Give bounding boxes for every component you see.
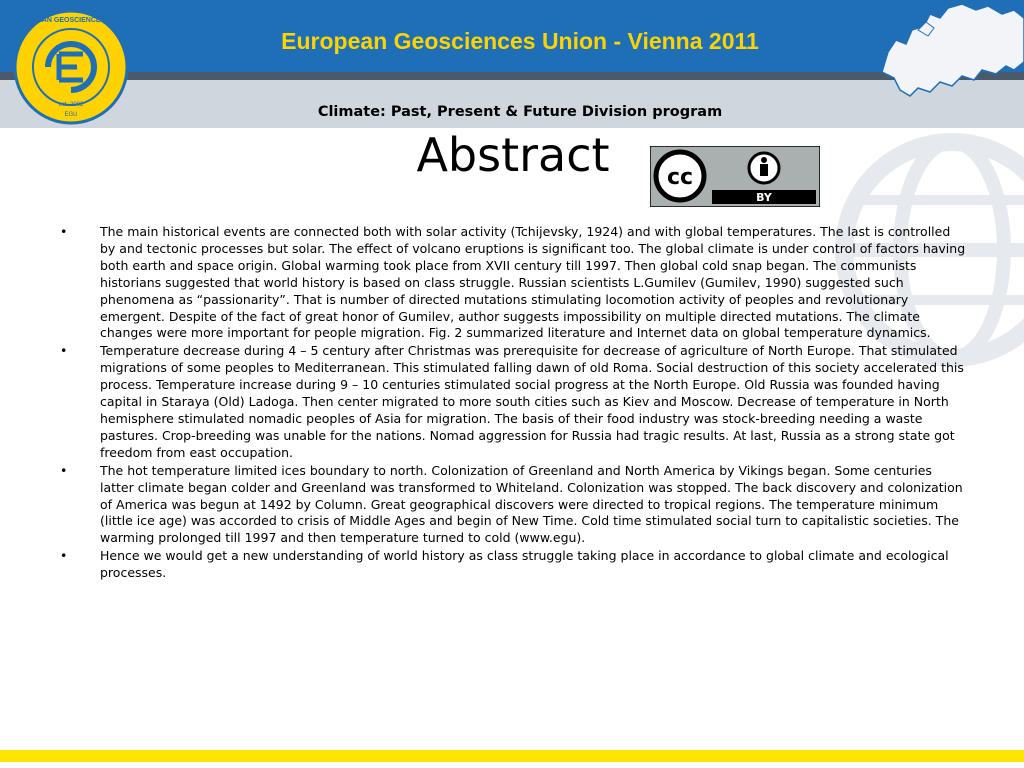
bullet-item [60,224,966,342]
conference-title: European Geosciences Union - Vienna 2011 [281,28,759,54]
bullet-text: Temperature decrease during 4 – 5 century after Christmas was prerequisite for decrease of agriculture of North Europe. That stimulated migrations of some peoples to Mediterranean. This stimulated falling dawn of old Roma. Social destruction of this society accelerated this process. Temperature increase during 9 – 10 centuries stimulated social progress at the North Europe. Old Russia was founded having capital in Staraya (Old) Ladoga. Then center migrated to more south cities such as Kiev and Moscow. Decrease of temperature in North hemisphere stimulated nomadic peoples of Asia for migration. The basis of their food industry was stock-breeding needing a waste pastures. Crop-breeding was unable for the nations. Nomad aggression for Russia had tragic results. At last, Russia as a strong state got freedom from east occupation. [100,343,964,460]
attribution-icon [761,157,767,163]
cc-by-license-badge [650,146,820,207]
cc-icon: cc [666,165,694,190]
division-subtitle: Climate: Past, Present & Future Division program [317,104,723,120]
logo-center-text: EGU [64,112,78,118]
abstract-content [60,224,966,583]
footer-bar [0,750,1024,762]
header-divider [0,72,1024,80]
logo-est-text: est. 2002 [58,102,84,108]
bullet-item [60,463,966,548]
bullet-text: Hence we would get a new understanding of world history as class struggle taking place in accordance to global climate and ecological processes. [100,548,949,581]
logo-ring-text: EUROPEAN GEOSCIENCES UNION [12,17,130,24]
bullet-marker: • [60,548,68,564]
bullet-text: The hot temperature limited ices boundary to north. Colonization of Greenland and North America by Vikings began. Some centuries latter climate began colder and Greenland was transformed to Whiteland. Colonization was stopped. The back discovery and colonization of America was begun at 1492 by Column. Great geographical discovers were directed to tropical regions. The temperature minimum (little ice age) was accorded to crisis of Middle Ages and begin of New Time. Cold time stimulated social turn to capitalistic societies. The warming prolonged till 1997 and then temperature turned to cold (www.egu). [100,462,963,546]
by-label: BY [756,191,772,204]
europe-map-icon [878,0,1024,104]
bullet-item [60,343,966,461]
egu-logo [12,8,130,126]
page-title: Abstract [416,128,610,182]
bullet-marker: • [60,462,68,478]
bullet-marker: • [60,224,68,239]
bullet-marker: • [60,343,68,359]
bullet-item [60,548,966,582]
bullet-text: The main historical events are connected both with solar activity (Tchijevsky, 1924) and with global temperatures. The last is controlled by and tectonic processes but solar. The effect of volcano eruptions is significant too. The global climate is under control of factors having both earth and space origin. Global warming took place from XVII century till 1997. Then global cold snap began. The communists historians suggested that world history is based on class struggle. Russian scientists L.Gumilev (Gumilev, 1990) suggested such phenomena as “passionarity”. That is number of directed mutations stimulating locomotion activity of peoples and revolutionary emergent. Despite of the fact of great honor of Gumilev, author suggests impossibility on multiple directed mutations. The climate changes were more important for people migration. Fig. 2 summarized literature and Internet data on global temperature dynamics. [100,224,966,341]
